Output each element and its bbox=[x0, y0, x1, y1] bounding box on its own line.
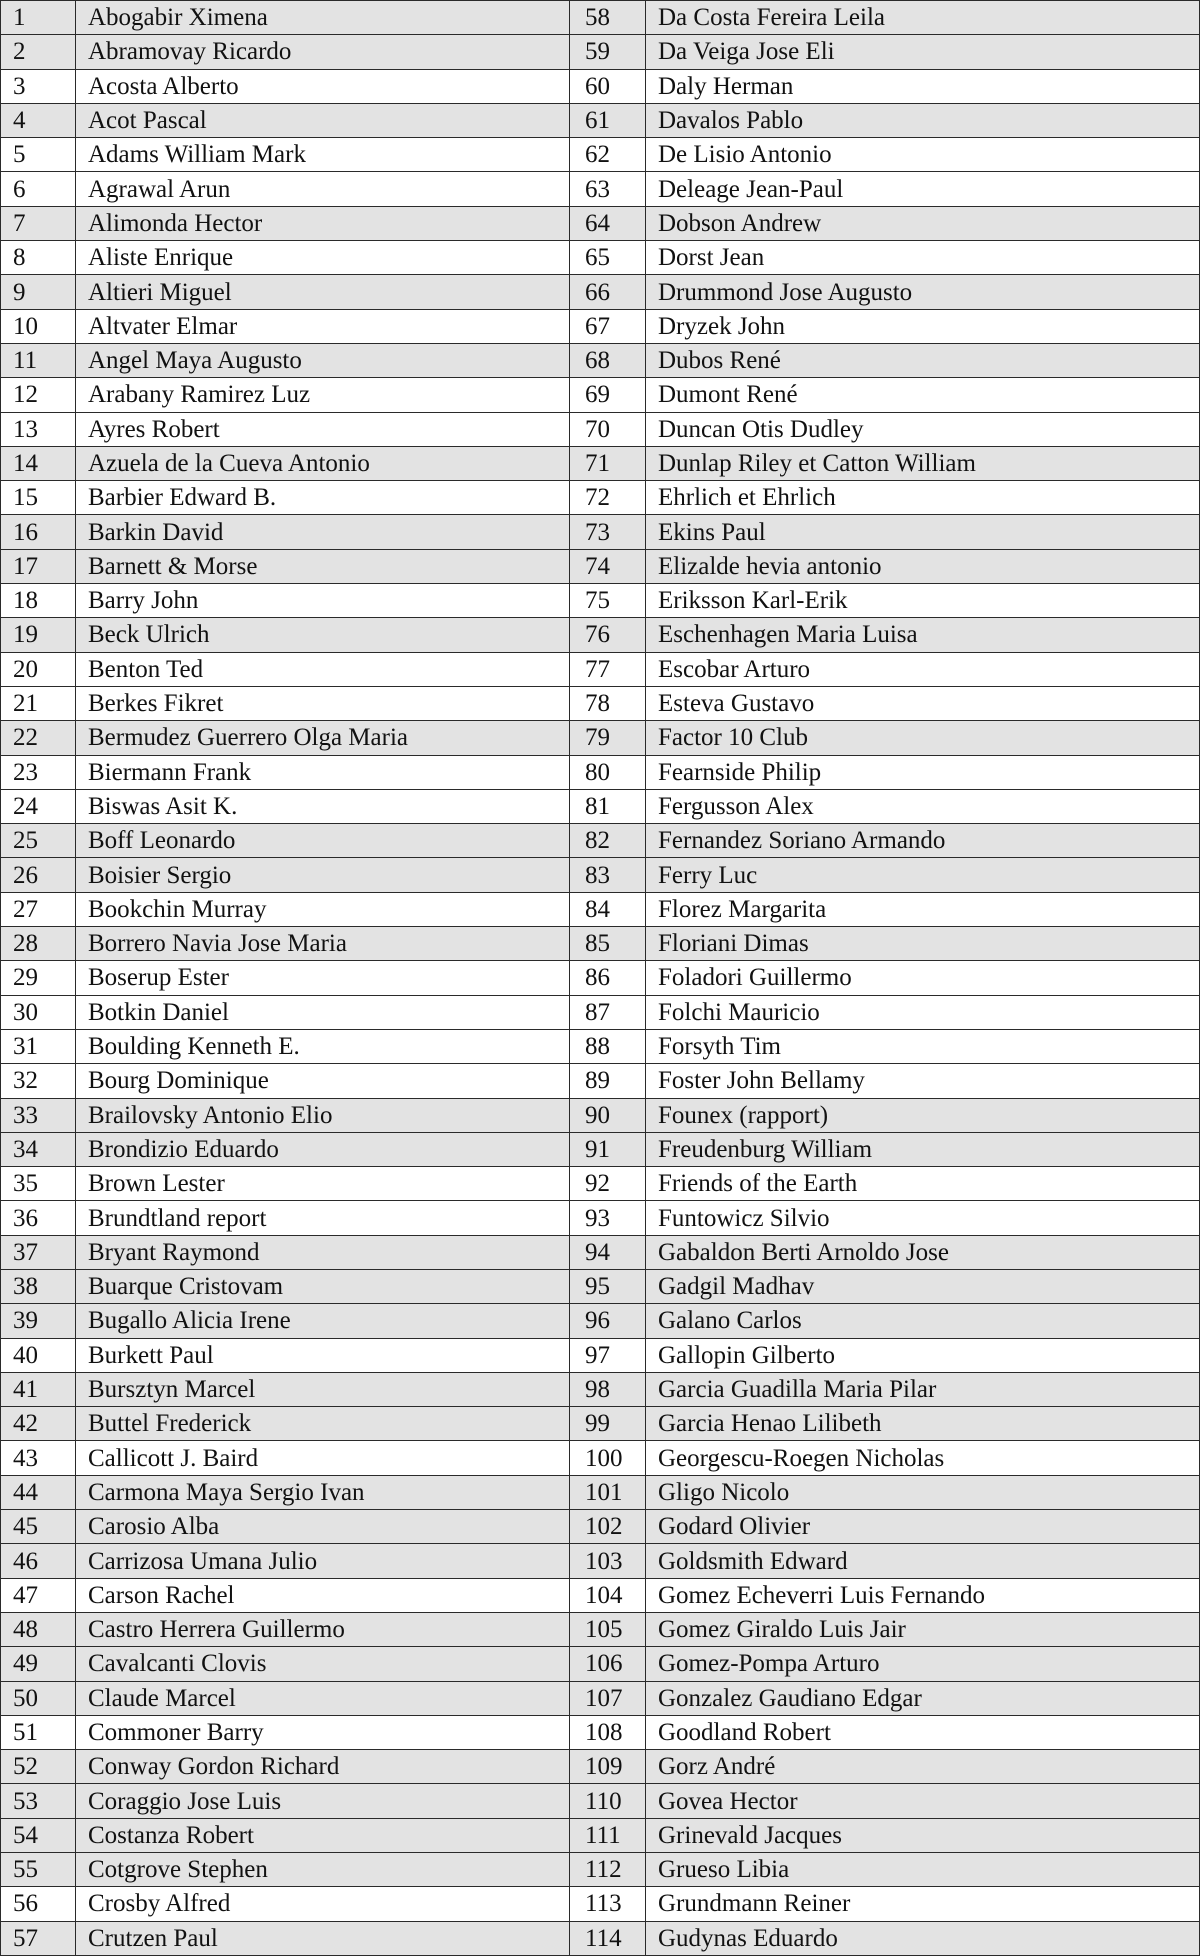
entry-number: 24 bbox=[1, 789, 76, 823]
entry-number: 52 bbox=[1, 1750, 76, 1784]
entry-name: Daly Herman bbox=[646, 69, 1200, 103]
entry-name: Godard Olivier bbox=[646, 1510, 1200, 1544]
table-row bbox=[1, 1921, 1200, 1955]
entry-number: 22 bbox=[1, 721, 76, 755]
entry-name: Grundmann Reiner bbox=[646, 1887, 1200, 1921]
entry-name: Biswas Asit K. bbox=[76, 789, 570, 823]
entry-number: 11 bbox=[1, 343, 76, 377]
entry-name: Dorst Jean bbox=[646, 241, 1200, 275]
table-row bbox=[1, 412, 1200, 446]
entry-number: 101 bbox=[570, 1475, 646, 1509]
entry-number: 63 bbox=[570, 172, 646, 206]
entry-name: Aliste Enrique bbox=[76, 241, 570, 275]
entry-name: Abramovay Ricardo bbox=[76, 35, 570, 69]
entry-number: 51 bbox=[1, 1715, 76, 1749]
entry-name: Florez Margarita bbox=[646, 892, 1200, 926]
entry-name: Garcia Henao Lilibeth bbox=[646, 1407, 1200, 1441]
entry-number: 74 bbox=[570, 549, 646, 583]
entry-number: 50 bbox=[1, 1681, 76, 1715]
table-row bbox=[1, 1578, 1200, 1612]
entry-number: 25 bbox=[1, 824, 76, 858]
table-row bbox=[1, 1235, 1200, 1269]
entry-number: 13 bbox=[1, 412, 76, 446]
entry-number: 81 bbox=[570, 789, 646, 823]
entry-name: Elizalde hevia antonio bbox=[646, 549, 1200, 583]
entry-name: Folchi Mauricio bbox=[646, 995, 1200, 1029]
entry-name: Foladori Guillermo bbox=[646, 961, 1200, 995]
table-row bbox=[1, 1647, 1200, 1681]
entry-number: 9 bbox=[1, 275, 76, 309]
table-row bbox=[1, 103, 1200, 137]
entry-number: 61 bbox=[570, 103, 646, 137]
entry-name: Gallopin Gilberto bbox=[646, 1338, 1200, 1372]
table-row bbox=[1, 1612, 1200, 1646]
entry-number: 16 bbox=[1, 515, 76, 549]
entry-number: 60 bbox=[570, 69, 646, 103]
entry-number: 2 bbox=[1, 35, 76, 69]
entry-name: Borrero Navia Jose Maria bbox=[76, 927, 570, 961]
entry-name: Buarque Cristovam bbox=[76, 1269, 570, 1303]
entry-name: Eriksson Karl-Erik bbox=[646, 584, 1200, 618]
entry-name: Brailovsky Antonio Elio bbox=[76, 1098, 570, 1132]
table-row bbox=[1, 618, 1200, 652]
entry-number: 72 bbox=[570, 481, 646, 515]
entry-number: 10 bbox=[1, 309, 76, 343]
entry-number: 20 bbox=[1, 652, 76, 686]
table-row bbox=[1, 892, 1200, 926]
entry-number: 27 bbox=[1, 892, 76, 926]
entry-number: 104 bbox=[570, 1578, 646, 1612]
table-row bbox=[1, 446, 1200, 480]
table-row bbox=[1, 549, 1200, 583]
entry-name: Boserup Ester bbox=[76, 961, 570, 995]
table-row bbox=[1, 1132, 1200, 1166]
entry-name: Brondizio Eduardo bbox=[76, 1132, 570, 1166]
entry-name: Barbier Edward B. bbox=[76, 481, 570, 515]
entry-number: 12 bbox=[1, 378, 76, 412]
table-row bbox=[1, 1338, 1200, 1372]
table-row bbox=[1, 1510, 1200, 1544]
entry-name: Carosio Alba bbox=[76, 1510, 570, 1544]
table-row bbox=[1, 789, 1200, 823]
table-row bbox=[1, 172, 1200, 206]
table-row bbox=[1, 584, 1200, 618]
entry-name: Dumont René bbox=[646, 378, 1200, 412]
entry-number: 93 bbox=[570, 1201, 646, 1235]
entry-number: 105 bbox=[570, 1612, 646, 1646]
table-row bbox=[1, 995, 1200, 1029]
entry-number: 80 bbox=[570, 755, 646, 789]
entry-number: 85 bbox=[570, 927, 646, 961]
entry-number: 43 bbox=[1, 1441, 76, 1475]
table-row bbox=[1, 1029, 1200, 1063]
entry-number: 7 bbox=[1, 206, 76, 240]
entry-number: 33 bbox=[1, 1098, 76, 1132]
table-row bbox=[1, 961, 1200, 995]
entry-number: 3 bbox=[1, 69, 76, 103]
entry-number: 66 bbox=[570, 275, 646, 309]
table-row bbox=[1, 652, 1200, 686]
entry-number: 99 bbox=[570, 1407, 646, 1441]
entry-name: De Lisio Antonio bbox=[646, 138, 1200, 172]
entry-name: Castro Herrera Guillermo bbox=[76, 1612, 570, 1646]
entry-name: Carmona Maya Sergio Ivan bbox=[76, 1475, 570, 1509]
entry-number: 69 bbox=[570, 378, 646, 412]
entry-number: 17 bbox=[1, 549, 76, 583]
entry-number: 53 bbox=[1, 1784, 76, 1818]
entry-number: 29 bbox=[1, 961, 76, 995]
table-row bbox=[1, 858, 1200, 892]
entry-number: 14 bbox=[1, 446, 76, 480]
entry-name: Boulding Kenneth E. bbox=[76, 1029, 570, 1063]
entry-name: Berkes Fikret bbox=[76, 686, 570, 720]
entry-number: 5 bbox=[1, 138, 76, 172]
entry-number: 15 bbox=[1, 481, 76, 515]
entry-name: Esteva Gustavo bbox=[646, 686, 1200, 720]
table-row bbox=[1, 1441, 1200, 1475]
entry-name: Ferry Luc bbox=[646, 858, 1200, 892]
entry-name: Foster John Bellamy bbox=[646, 1064, 1200, 1098]
entry-name: Forsyth Tim bbox=[646, 1029, 1200, 1063]
table-row bbox=[1, 35, 1200, 69]
entry-number: 68 bbox=[570, 343, 646, 377]
entry-name: Beck Ulrich bbox=[76, 618, 570, 652]
entry-name: Abogabir Ximena bbox=[76, 1, 570, 35]
table-row bbox=[1, 309, 1200, 343]
entry-name: Eschenhagen Maria Luisa bbox=[646, 618, 1200, 652]
table-row bbox=[1, 1818, 1200, 1852]
table-row bbox=[1, 1064, 1200, 1098]
entry-number: 21 bbox=[1, 686, 76, 720]
entry-name: Coraggio Jose Luis bbox=[76, 1784, 570, 1818]
table-row bbox=[1, 1887, 1200, 1921]
table-row bbox=[1, 481, 1200, 515]
entry-number: 42 bbox=[1, 1407, 76, 1441]
entry-number: 71 bbox=[570, 446, 646, 480]
entry-name: Friends of the Earth bbox=[646, 1167, 1200, 1201]
entry-number: 84 bbox=[570, 892, 646, 926]
entry-name: Costanza Robert bbox=[76, 1818, 570, 1852]
entry-number: 23 bbox=[1, 755, 76, 789]
entry-name: Freudenburg William bbox=[646, 1132, 1200, 1166]
entry-name: Arabany Ramirez Luz bbox=[76, 378, 570, 412]
entry-number: 39 bbox=[1, 1304, 76, 1338]
entry-number: 34 bbox=[1, 1132, 76, 1166]
entry-name: Agrawal Arun bbox=[76, 172, 570, 206]
entry-number: 65 bbox=[570, 241, 646, 275]
table-row bbox=[1, 927, 1200, 961]
entry-number: 40 bbox=[1, 1338, 76, 1372]
entry-name: Founex (rapport) bbox=[646, 1098, 1200, 1132]
entry-name: Altieri Miguel bbox=[76, 275, 570, 309]
entry-number: 59 bbox=[570, 35, 646, 69]
entry-name: Carson Rachel bbox=[76, 1578, 570, 1612]
entry-name: Grinevald Jacques bbox=[646, 1818, 1200, 1852]
entry-name: Bursztyn Marcel bbox=[76, 1372, 570, 1406]
entry-number: 19 bbox=[1, 618, 76, 652]
entry-name: Crutzen Paul bbox=[76, 1921, 570, 1955]
entry-number: 36 bbox=[1, 1201, 76, 1235]
entry-name: Cavalcanti Clovis bbox=[76, 1647, 570, 1681]
entry-number: 86 bbox=[570, 961, 646, 995]
entry-name: Cotgrove Stephen bbox=[76, 1853, 570, 1887]
entry-name: Dubos René bbox=[646, 343, 1200, 377]
entry-name: Georgescu-Roegen Nicholas bbox=[646, 1441, 1200, 1475]
table-row bbox=[1, 755, 1200, 789]
entry-name: Botkin Daniel bbox=[76, 995, 570, 1029]
table-row bbox=[1, 721, 1200, 755]
entry-number: 73 bbox=[570, 515, 646, 549]
entry-number: 4 bbox=[1, 103, 76, 137]
entry-name: Alimonda Hector bbox=[76, 206, 570, 240]
table-row bbox=[1, 378, 1200, 412]
entry-name: Gudynas Eduardo bbox=[646, 1921, 1200, 1955]
entry-name: Barry John bbox=[76, 584, 570, 618]
entry-name: Gomez Echeverri Luis Fernando bbox=[646, 1578, 1200, 1612]
entry-number: 82 bbox=[570, 824, 646, 858]
table-row bbox=[1, 1544, 1200, 1578]
entry-number: 94 bbox=[570, 1235, 646, 1269]
entry-name: Barkin David bbox=[76, 515, 570, 549]
entry-number: 47 bbox=[1, 1578, 76, 1612]
entry-name: Dobson Andrew bbox=[646, 206, 1200, 240]
entry-name: Davalos Pablo bbox=[646, 103, 1200, 137]
table-row bbox=[1, 138, 1200, 172]
entry-name: Benton Ted bbox=[76, 652, 570, 686]
entry-name: Barnett & Morse bbox=[76, 549, 570, 583]
table-row bbox=[1, 686, 1200, 720]
table-row bbox=[1, 1681, 1200, 1715]
entry-number: 98 bbox=[570, 1372, 646, 1406]
entry-number: 114 bbox=[570, 1921, 646, 1955]
entry-number: 87 bbox=[570, 995, 646, 1029]
entry-name: Goodland Robert bbox=[646, 1715, 1200, 1749]
entry-name: Da Costa Fereira Leila bbox=[646, 1, 1200, 35]
entry-number: 30 bbox=[1, 995, 76, 1029]
entry-number: 96 bbox=[570, 1304, 646, 1338]
entry-name: Carrizosa Umana Julio bbox=[76, 1544, 570, 1578]
entry-number: 106 bbox=[570, 1647, 646, 1681]
entry-number: 75 bbox=[570, 584, 646, 618]
entry-name: Factor 10 Club bbox=[646, 721, 1200, 755]
table-row bbox=[1, 1853, 1200, 1887]
table-row bbox=[1, 515, 1200, 549]
entry-name: Angel Maya Augusto bbox=[76, 343, 570, 377]
entry-name: Claude Marcel bbox=[76, 1681, 570, 1715]
entry-name: Garcia Guadilla Maria Pilar bbox=[646, 1372, 1200, 1406]
entry-number: 89 bbox=[570, 1064, 646, 1098]
entry-name: Ehrlich et Ehrlich bbox=[646, 481, 1200, 515]
entry-name: Acot Pascal bbox=[76, 103, 570, 137]
table-row bbox=[1, 1167, 1200, 1201]
entry-name: Bourg Dominique bbox=[76, 1064, 570, 1098]
entry-number: 35 bbox=[1, 1167, 76, 1201]
entry-number: 76 bbox=[570, 618, 646, 652]
table-row bbox=[1, 1, 1200, 35]
entry-name: Acosta Alberto bbox=[76, 69, 570, 103]
entry-number: 109 bbox=[570, 1750, 646, 1784]
entry-number: 103 bbox=[570, 1544, 646, 1578]
entry-name: Deleage Jean-Paul bbox=[646, 172, 1200, 206]
entry-number: 6 bbox=[1, 172, 76, 206]
entry-number: 18 bbox=[1, 584, 76, 618]
entry-name: Brown Lester bbox=[76, 1167, 570, 1201]
entry-name: Crosby Alfred bbox=[76, 1887, 570, 1921]
entry-number: 28 bbox=[1, 927, 76, 961]
table-row bbox=[1, 206, 1200, 240]
entry-name: Da Veiga Jose Eli bbox=[646, 35, 1200, 69]
entry-number: 31 bbox=[1, 1029, 76, 1063]
entry-number: 110 bbox=[570, 1784, 646, 1818]
table-row bbox=[1, 1304, 1200, 1338]
entry-name: Gonzalez Gaudiano Edgar bbox=[646, 1681, 1200, 1715]
entry-number: 108 bbox=[570, 1715, 646, 1749]
entry-number: 83 bbox=[570, 858, 646, 892]
entry-number: 97 bbox=[570, 1338, 646, 1372]
entry-number: 102 bbox=[570, 1510, 646, 1544]
entry-number: 41 bbox=[1, 1372, 76, 1406]
table-row bbox=[1, 1784, 1200, 1818]
entry-name: Azuela de la Cueva Antonio bbox=[76, 446, 570, 480]
entry-number: 26 bbox=[1, 858, 76, 892]
entry-name: Gorz André bbox=[646, 1750, 1200, 1784]
entry-number: 111 bbox=[570, 1818, 646, 1852]
entry-number: 113 bbox=[570, 1887, 646, 1921]
entry-name: Boisier Sergio bbox=[76, 858, 570, 892]
entry-name: Escobar Arturo bbox=[646, 652, 1200, 686]
entry-number: 45 bbox=[1, 1510, 76, 1544]
entry-name: Gligo Nicolo bbox=[646, 1475, 1200, 1509]
entry-name: Goldsmith Edward bbox=[646, 1544, 1200, 1578]
entry-number: 92 bbox=[570, 1167, 646, 1201]
entry-name: Bugallo Alicia Irene bbox=[76, 1304, 570, 1338]
entry-name: Ekins Paul bbox=[646, 515, 1200, 549]
author-table-body bbox=[1, 1, 1200, 1956]
table-row bbox=[1, 275, 1200, 309]
table-row bbox=[1, 1269, 1200, 1303]
entry-name: Biermann Frank bbox=[76, 755, 570, 789]
entry-name: Dryzek John bbox=[646, 309, 1200, 343]
entry-number: 49 bbox=[1, 1647, 76, 1681]
entry-number: 67 bbox=[570, 309, 646, 343]
table-row bbox=[1, 1201, 1200, 1235]
entry-name: Galano Carlos bbox=[646, 1304, 1200, 1338]
entry-number: 58 bbox=[570, 1, 646, 35]
entry-name: Callicott J. Baird bbox=[76, 1441, 570, 1475]
entry-name: Buttel Frederick bbox=[76, 1407, 570, 1441]
table-row bbox=[1, 1750, 1200, 1784]
entry-number: 79 bbox=[570, 721, 646, 755]
entry-name: Dunlap Riley et Catton William bbox=[646, 446, 1200, 480]
entry-name: Boff Leonardo bbox=[76, 824, 570, 858]
table-row bbox=[1, 1715, 1200, 1749]
entry-number: 77 bbox=[570, 652, 646, 686]
table-row bbox=[1, 1475, 1200, 1509]
entry-number: 8 bbox=[1, 241, 76, 275]
table-row bbox=[1, 241, 1200, 275]
entry-number: 32 bbox=[1, 1064, 76, 1098]
table-row bbox=[1, 69, 1200, 103]
table-row bbox=[1, 1407, 1200, 1441]
entry-number: 38 bbox=[1, 1269, 76, 1303]
entry-number: 78 bbox=[570, 686, 646, 720]
entry-number: 1 bbox=[1, 1, 76, 35]
entry-number: 48 bbox=[1, 1612, 76, 1646]
entry-number: 46 bbox=[1, 1544, 76, 1578]
entry-name: Ayres Robert bbox=[76, 412, 570, 446]
entry-name: Grueso Libia bbox=[646, 1853, 1200, 1887]
entry-name: Fergusson Alex bbox=[646, 789, 1200, 823]
entry-name: Floriani Dimas bbox=[646, 927, 1200, 961]
entry-name: Bookchin Murray bbox=[76, 892, 570, 926]
entry-name: Duncan Otis Dudley bbox=[646, 412, 1200, 446]
entry-name: Govea Hector bbox=[646, 1784, 1200, 1818]
entry-name: Fernandez Soriano Armando bbox=[646, 824, 1200, 858]
entry-name: Burkett Paul bbox=[76, 1338, 570, 1372]
entry-number: 55 bbox=[1, 1853, 76, 1887]
entry-number: 44 bbox=[1, 1475, 76, 1509]
table-row bbox=[1, 343, 1200, 377]
entry-number: 56 bbox=[1, 1887, 76, 1921]
entry-number: 64 bbox=[570, 206, 646, 240]
entry-number: 57 bbox=[1, 1921, 76, 1955]
table-row bbox=[1, 1372, 1200, 1406]
entry-name: Fearnside Philip bbox=[646, 755, 1200, 789]
entry-name: Bryant Raymond bbox=[76, 1235, 570, 1269]
entry-name: Gomez-Pompa Arturo bbox=[646, 1647, 1200, 1681]
table-row bbox=[1, 1098, 1200, 1132]
entry-number: 37 bbox=[1, 1235, 76, 1269]
table-row bbox=[1, 824, 1200, 858]
entry-number: 112 bbox=[570, 1853, 646, 1887]
entry-name: Drummond Jose Augusto bbox=[646, 275, 1200, 309]
entry-name: Commoner Barry bbox=[76, 1715, 570, 1749]
entry-name: Adams William Mark bbox=[76, 138, 570, 172]
entry-name: Brundtland report bbox=[76, 1201, 570, 1235]
entry-name: Gabaldon Berti Arnoldo Jose bbox=[646, 1235, 1200, 1269]
entry-number: 54 bbox=[1, 1818, 76, 1852]
entry-number: 90 bbox=[570, 1098, 646, 1132]
entry-number: 88 bbox=[570, 1029, 646, 1063]
entry-name: Gadgil Madhav bbox=[646, 1269, 1200, 1303]
entry-name: Gomez Giraldo Luis Jair bbox=[646, 1612, 1200, 1646]
entry-name: Bermudez Guerrero Olga Maria bbox=[76, 721, 570, 755]
entry-number: 91 bbox=[570, 1132, 646, 1166]
entry-number: 62 bbox=[570, 138, 646, 172]
entry-name: Funtowicz Silvio bbox=[646, 1201, 1200, 1235]
entry-number: 70 bbox=[570, 412, 646, 446]
entry-number: 100 bbox=[570, 1441, 646, 1475]
entry-name: Altvater Elmar bbox=[76, 309, 570, 343]
entry-name: Conway Gordon Richard bbox=[76, 1750, 570, 1784]
entry-number: 95 bbox=[570, 1269, 646, 1303]
entry-number: 107 bbox=[570, 1681, 646, 1715]
